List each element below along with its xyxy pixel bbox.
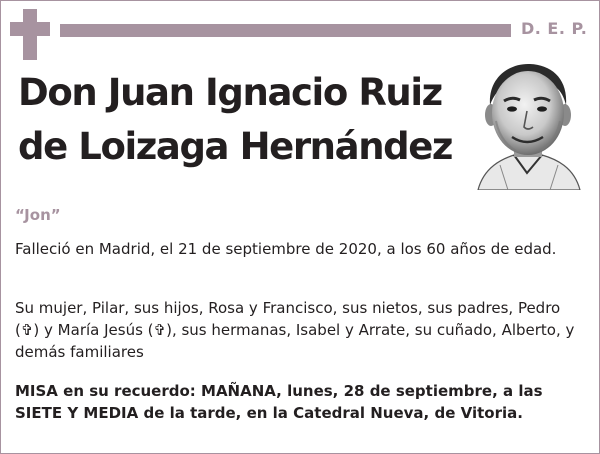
mass-announcement: MISA en su recuerdo: MAÑANA, lunes, 28 de septiembre, a las SIETE Y MEDIA de la tarde, en la Catedral Nueva, de Vitoria.: [15, 382, 543, 422]
family-list: Su mujer, Pilar, sus hijos, Rosa y Francisco, sus nietos, sus padres, Pedro (✞) y María Jesús (✞), sus hermanas, Isabel y Arrate, su cuñado, Alberto, y demás familiares: [15, 299, 575, 361]
cross-horizontal-bar: [10, 22, 50, 36]
deceased-name-line2: de Loizaga Hernández: [18, 125, 453, 168]
portrait-photo: [470, 55, 585, 190]
death-notice: Falleció en Madrid, el 21 de septiembre de 2020, a los 60 años de edad.: [15, 240, 557, 258]
nickname: “Jon”: [15, 206, 61, 224]
header-rule: [60, 24, 511, 37]
deceased-name: [18, 66, 458, 174]
dep-label: D. E. P.: [521, 19, 588, 38]
deceased-name-line1: Don Juan Ignacio Ruiz: [18, 71, 442, 114]
